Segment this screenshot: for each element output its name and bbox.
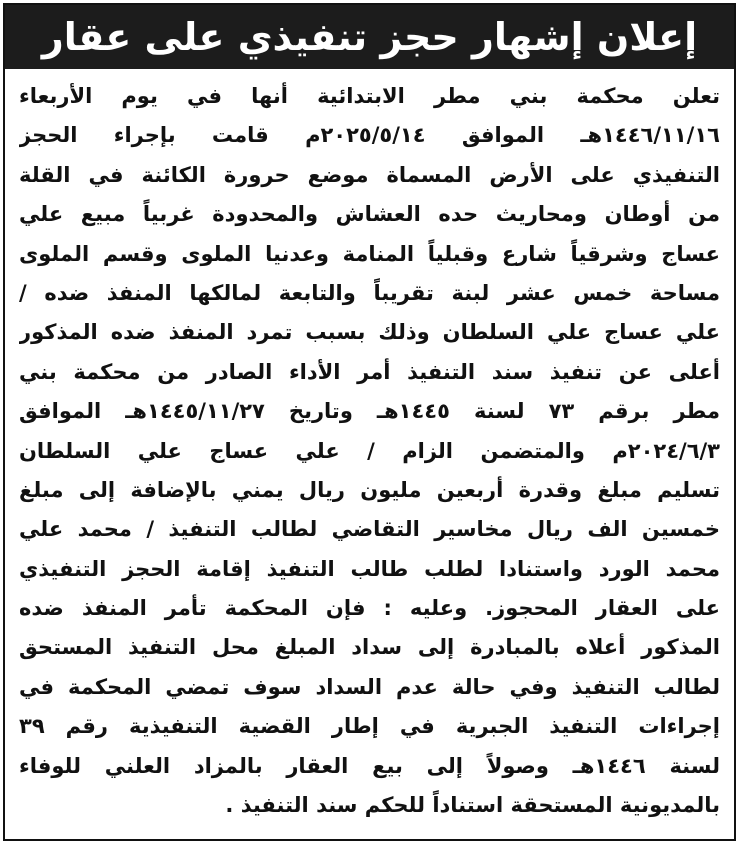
notice-line: المذكور أعلاه بالمبادرة إلى سداد المبلغ محل التنفيذ المستحق (19, 635, 720, 660)
notice-line: التنفيذي على الأرض المسماة موضع حرورة الكائنة في القلة (19, 162, 720, 187)
notice-line: تسليم مبلغ وقدرة أربعين مليون ريال يمني بالإضافة إلى مبلغ (19, 477, 720, 502)
notice-line: أعلى عن تنفيذ سند التنفيذ أمر الأداء الصادر من محكمة بني (19, 359, 720, 384)
notice-line: إجراءات التنفيذ الجبرية في إطار القضية التنفيذية رقم ٣٩ (19, 714, 720, 739)
notice-title: إعلان إشهار حجز تنفيذي على عقار (41, 15, 698, 59)
notice-line: تعلن محكمة بني مطر الابتدائية أنها في يوم الأربعاء (19, 84, 720, 108)
notice-line: لطالب التنفيذ وفي حالة عدم السداد سوف تمضي المحكمة في (19, 674, 720, 699)
notice-line: من أوطان ومحاريث حده العشاش والمحدودة غربياً مبيع علي (19, 202, 720, 227)
notice-line: مطر برقم ٧٣ لسنة ١٤٤٥هـ وتاريخ ١٤٤٥/١١/٢٧هـ الموافق (19, 399, 720, 424)
notice-line: ١٤٤٦/١١/١٦هـ الموافق ٢٠٢٥/٥/١٤م قامت بإجراء الحجز (19, 123, 720, 148)
notice-line: ٢٠٢٤/٦/٣م والمتضمن الزام / علي عساج علي السلطان (19, 438, 720, 463)
notice-title-bar (5, 5, 734, 69)
notice-line: محمد الورد واستنادا لطلب طالب التنفيذ إقامة الحجز التنفيذي (19, 556, 720, 581)
notice-line: لسنة ١٤٤٦هـ وصولاً إلى بيع العقار بالمزاد العلني للوفاء (19, 753, 720, 778)
notice-line: على العقار المحجوز. وعليه : فإن المحكمة تأمر المنفذ ضده (19, 596, 720, 621)
public-notice (3, 3, 736, 841)
notice-line: علي عساج علي السلطان وذلك بسبب تمرد المنفذ ضده المذكور (19, 320, 720, 345)
notice-line: خمسين الف ريال مخاسير التقاضي لطالب التنفيذ / محمد علي (19, 517, 720, 542)
notice-body (19, 77, 720, 825)
notice-line: مساحة خمس عشر لبنة تقريباً والتابعة لمالكها المنفذ ضده / (19, 280, 720, 305)
notice-line: عساج وشرقياً شارع وقبلياً المنامة وعدنيا الملوى وقسم الملوى (19, 241, 720, 266)
notice-line: بالمديونية المستحقة استناداً للحكم سند التنفيذ . (225, 793, 720, 818)
